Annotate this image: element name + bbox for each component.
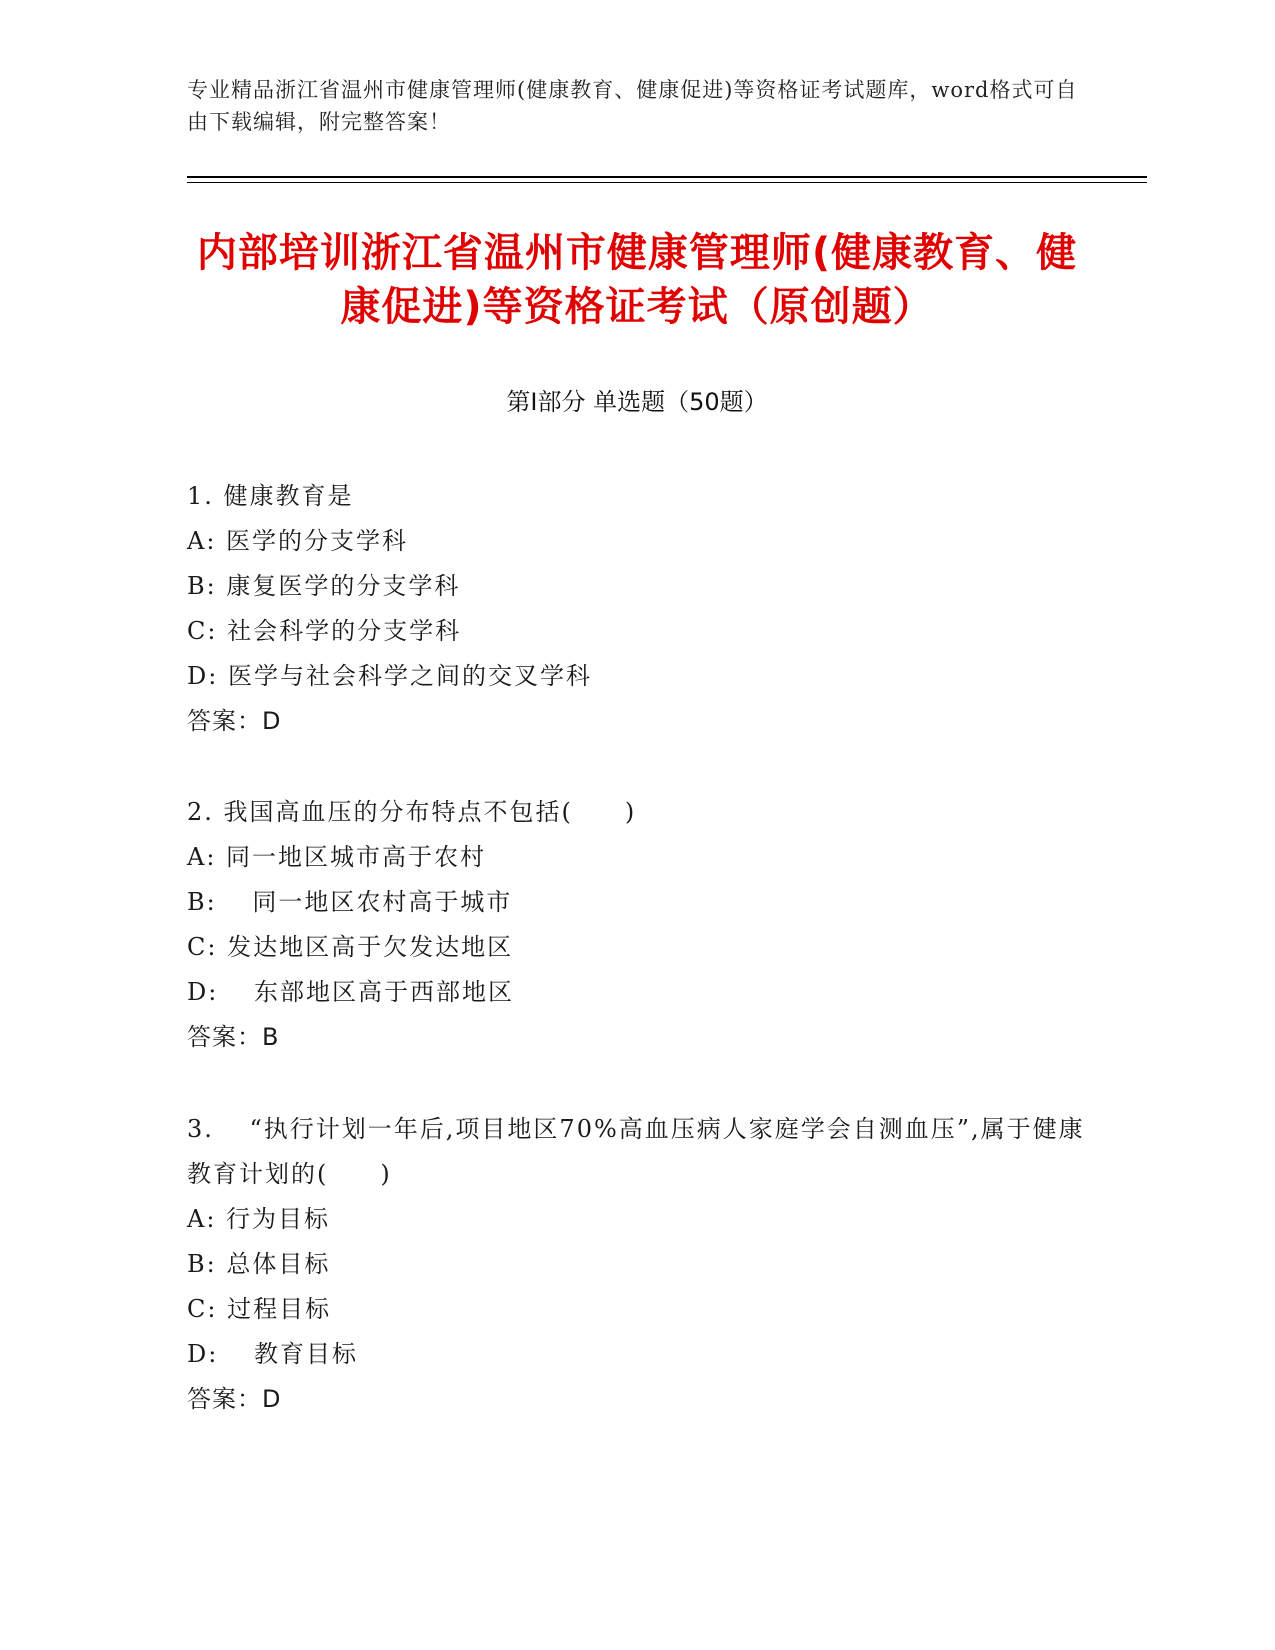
option-b: B: 总体目标: [187, 1250, 331, 1278]
header-note: 专业精品浙江省温州市健康管理师(健康教育、健康促进)等资格证考试题库，word格式可自由下载编辑，附完整答案！: [187, 78, 1078, 134]
option-b: B: 康复医学的分支学科: [187, 572, 461, 600]
question-stem: 1. 健康教育是: [187, 482, 354, 510]
header-rule-thick: [187, 176, 1147, 178]
header-rule-thin: [187, 182, 1147, 183]
question-2: [187, 790, 1087, 1060]
option-a: A: 同一地区城市高于农村: [187, 843, 487, 871]
answer: 答案：D: [187, 1385, 282, 1413]
option-d: D: 医学与社会科学之间的交叉学科: [187, 662, 592, 690]
option-a: A: 医学的分支学科: [187, 527, 409, 555]
answer: 答案：B: [187, 1023, 280, 1051]
option-d: D: 教育目标: [187, 1340, 358, 1368]
question-stem: 3. “执行计划一年后,项目地区70%高血压病人家庭学会自测血压”,属于健康教育计划的( ): [187, 1115, 1085, 1188]
option-c: C: 过程目标: [187, 1295, 332, 1323]
option-b: B: 同一地区农村高于城市: [187, 888, 513, 916]
document-title: 内部培训浙江省温州市健康管理师(健康教育、健康促进)等资格证考试（原创题）: [196, 230, 1078, 330]
question-stem: 2. 我国高血压的分布特点不包括( ): [187, 798, 637, 826]
answer: 答案：D: [187, 707, 282, 735]
question-1: [187, 474, 1087, 744]
option-c: C: 社会科学的分支学科: [187, 617, 462, 645]
section-heading: 第Ⅰ部分 单选题（50题）: [506, 388, 768, 416]
option-c: C: 发达地区高于欠发达地区: [187, 933, 514, 961]
option-d: D: 东部地区高于西部地区: [187, 978, 514, 1006]
option-a: A: 行为目标: [187, 1205, 331, 1233]
question-3: [187, 1107, 1087, 1422]
